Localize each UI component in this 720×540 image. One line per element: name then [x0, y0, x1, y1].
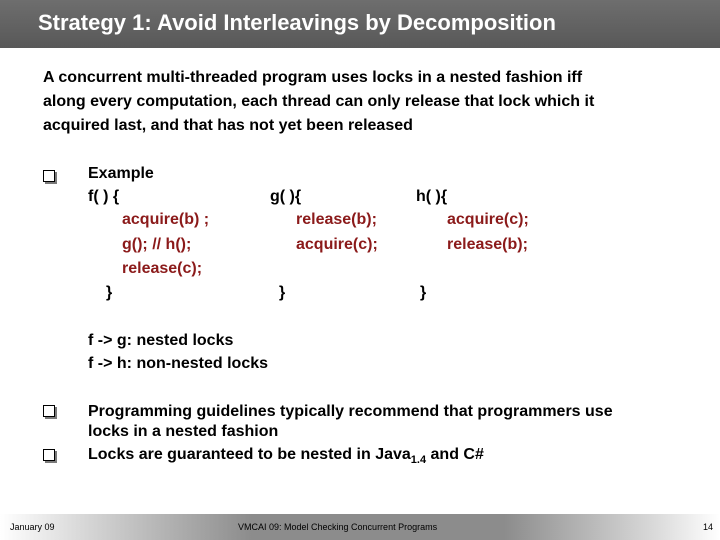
h-signature: h( ){: [416, 188, 448, 205]
intro-paragraph: [43, 66, 594, 138]
h-close: }: [420, 284, 427, 301]
g-signature: g( ){: [270, 188, 302, 205]
bullet-guidelines-icon: [43, 405, 55, 417]
g-close: }: [279, 284, 286, 301]
h-line-2: release(b);: [447, 236, 528, 253]
g-line-1: release(b);: [296, 211, 377, 228]
f-line-1: acquire(b) ;: [122, 211, 210, 228]
bullet-example-icon: [43, 170, 55, 182]
java-suffix: and C#: [426, 446, 484, 463]
guidelines-line-1: Programming guidelines typically recommend that programmers use: [88, 403, 613, 420]
guidelines-line-2: locks in a nested fashion: [88, 423, 279, 440]
bullet-java-icon: [43, 449, 55, 461]
h-line-1: acquire(c);: [447, 211, 529, 228]
g-line-2: acquire(c);: [296, 236, 378, 253]
intro-line-3: acquired last, and that has not yet been released: [43, 117, 413, 134]
java-prefix: Locks are guaranteed to be nested in Java: [88, 446, 411, 463]
guidelines-text: [88, 402, 613, 442]
intro-line-2: along every computation, each thread can only release that lock which it: [43, 93, 595, 110]
note-non-nested: f -> h: non-nested locks: [88, 355, 269, 372]
example-label: Example: [88, 165, 154, 182]
footer-date: January 09: [10, 522, 55, 532]
footer-page-number: 14: [703, 522, 714, 532]
f-signature: f( ) {: [88, 188, 120, 205]
intro-line-1: A concurrent multi-threaded program uses locks in a nested fashion iff: [43, 69, 583, 86]
java-version: 1.4: [410, 454, 427, 467]
java-text: [88, 446, 484, 466]
slide-title: Strategy 1: Avoid Interleavings by Decomposition: [38, 10, 556, 35]
f-line-3: release(c);: [122, 260, 203, 277]
footer-title: VMCAI 09: Model Checking Concurrent Programs: [238, 522, 438, 532]
note-nested: f -> g: nested locks: [88, 332, 234, 349]
f-line-2: g(); // h();: [122, 236, 192, 253]
f-close: }: [106, 284, 113, 301]
